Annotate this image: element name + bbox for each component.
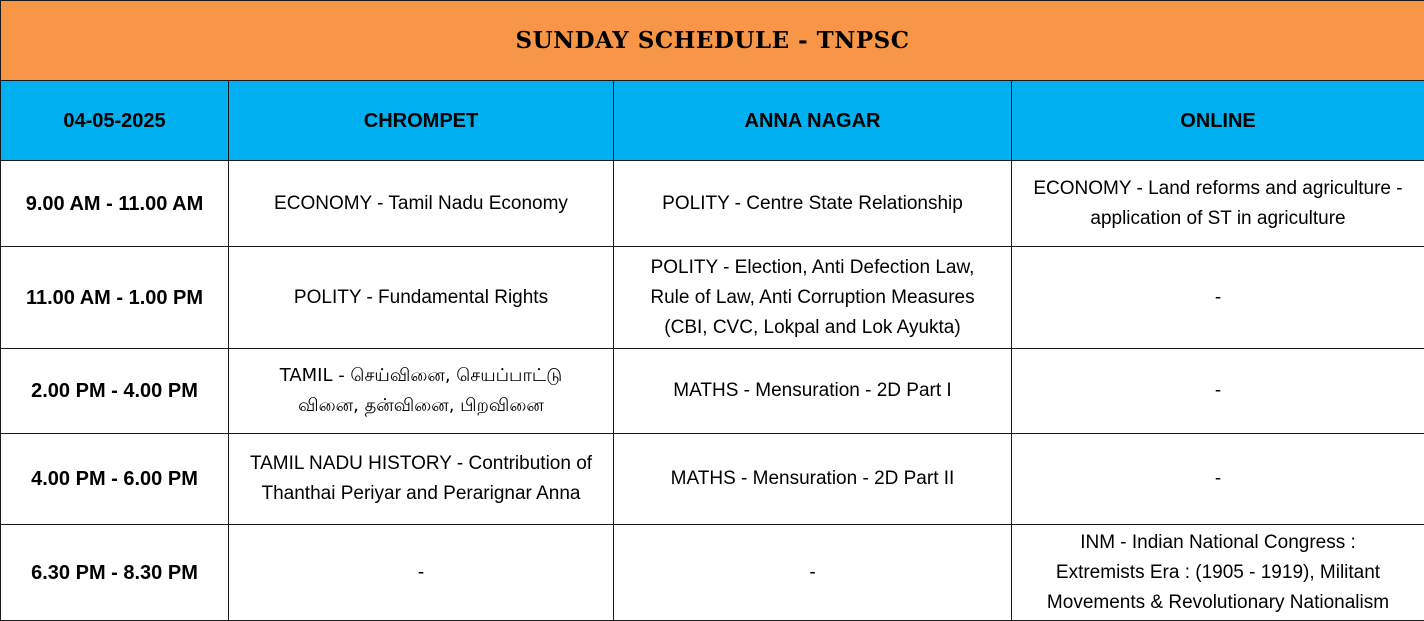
anna-nagar-cell [614, 161, 1012, 247]
cell-line: - [1214, 468, 1222, 489]
cell-line: POLITY - Fundamental Rights [293, 286, 549, 308]
header-anna-nagar: ANNA NAGAR [614, 81, 1012, 161]
header-online: ONLINE [1012, 81, 1424, 161]
cell-line: MATHS - Mensuration - 2D Part I [673, 380, 952, 401]
cell-line: MATHS - Mensuration - 2D Part II [670, 468, 955, 489]
cell-line: TAMIL NADU HISTORY - Contribution of [249, 453, 593, 474]
time-slot: 4.00 PM - 6.00 PM [1, 434, 229, 525]
header-chrompet: CHROMPET [229, 81, 614, 161]
cell-line: Thanthai Periyar and Perarignar Anna [261, 483, 581, 504]
header-date: 04-05-2025 [1, 81, 229, 161]
cell-line: - [1214, 286, 1222, 308]
cell-line: - [1214, 380, 1222, 401]
cell-line: Movements & Revolutionary Nationalism [1046, 591, 1390, 613]
title-row [1, 1, 1424, 81]
table-row [1, 161, 1424, 247]
online-cell [1012, 247, 1424, 349]
time-slot: 2.00 PM - 4.00 PM [1, 349, 229, 434]
cell-line: application of ST in agriculture [1090, 207, 1346, 229]
cell-line: TAMIL - செய்வினை, செயப்பாட்டு [279, 365, 563, 386]
cell-line: (CBI, CVC, Lokpal and Lok Ayukta) [664, 316, 961, 338]
anna-nagar-cell [614, 525, 1012, 621]
anna-nagar-cell [614, 247, 1012, 349]
cell-line: வினை, தன்வினை, பிறவினை [298, 395, 544, 416]
anna-nagar-cell [614, 349, 1012, 434]
online-cell [1012, 434, 1424, 525]
table-row [1, 525, 1424, 621]
online-cell [1012, 525, 1424, 621]
chrompet-cell [229, 247, 614, 349]
cell-line: - [417, 561, 425, 583]
header-row [1, 81, 1424, 161]
schedule-title: SUNDAY SCHEDULE - TNPSC [1, 1, 1424, 81]
chrompet-cell [229, 349, 614, 434]
time-slot: 11.00 AM - 1.00 PM [1, 247, 229, 349]
cell-line: ECONOMY - Tamil Nadu Economy [274, 192, 568, 214]
chrompet-cell [229, 525, 614, 621]
cell-line: POLITY - Centre State Relationship [662, 192, 963, 214]
time-slot: 6.30 PM - 8.30 PM [1, 525, 229, 621]
cell-line: Extremists Era : (1905 - 1919), Militant [1055, 561, 1381, 583]
table-row [1, 434, 1424, 525]
online-cell [1012, 161, 1424, 247]
cell-line: - [809, 561, 816, 583]
online-cell [1012, 349, 1424, 434]
chrompet-cell [229, 161, 614, 247]
cell-line: ECONOMY - Land reforms and agriculture - [1033, 177, 1403, 199]
cell-line: POLITY - Election, Anti Defection Law, [650, 256, 975, 278]
cell-line: INM - Indian National Congress : [1080, 531, 1356, 553]
table-row [1, 349, 1424, 434]
time-slot: 9.00 AM - 11.00 AM [1, 161, 229, 247]
cell-line: Rule of Law, Anti Corruption Measures [650, 286, 975, 308]
chrompet-cell [229, 434, 614, 525]
anna-nagar-cell [614, 434, 1012, 525]
table-row [1, 247, 1424, 349]
